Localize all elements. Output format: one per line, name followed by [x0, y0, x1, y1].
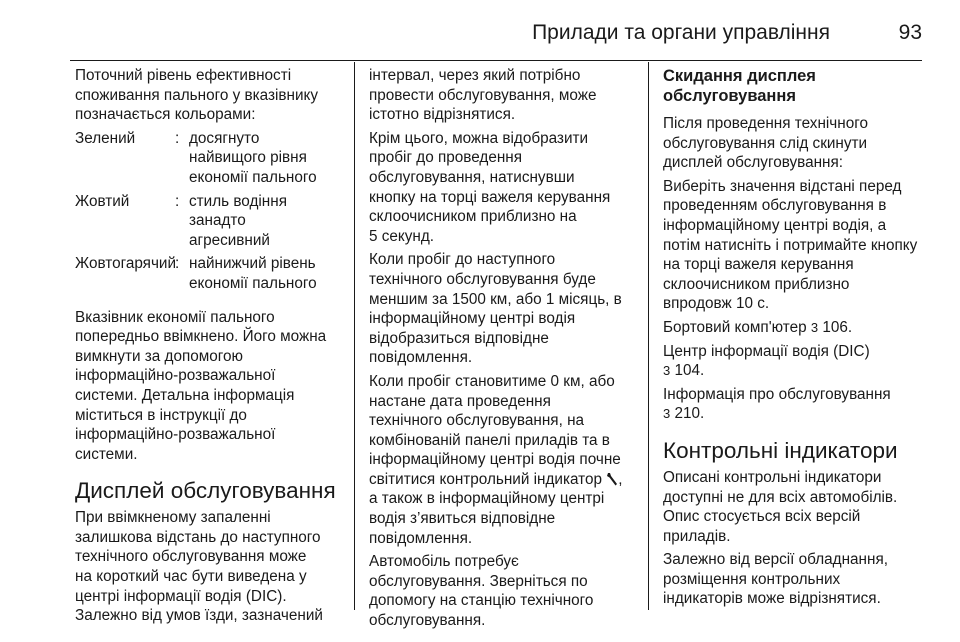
- eco-indicator-paragraph: Вказівник економії пального попередньо ввімкнено. Його можна вимкнути за допомогою інформаційно-розважальної системи. Детальна інформація міститься в інструкції до інформаційно-розважальної системи.: [75, 308, 327, 463]
- page-reference-link[interactable]: 106.: [822, 318, 853, 336]
- display-mileage-paragraph: Крім цього, можна відобразити пробіг до проведення обслуговування, натиснувши кнопку на торці важеля керування склоочисником приблизно на 5 секунд.: [369, 129, 611, 245]
- reference-arrow-icon: 3: [663, 363, 671, 379]
- interval-paragraph: інтервал, через який потрібно провести обслуговування, може істотно відрізнятися.: [369, 67, 597, 124]
- column-divider-2: [648, 62, 649, 610]
- header-title: Прилади та органи управління: [532, 21, 830, 44]
- section-heading-indicators: Контрольні індикатори: [663, 437, 898, 463]
- reference-onboard-computer: Бортовий комп'ютер 3 106.: [663, 318, 853, 336]
- reference-arrow-icon: 3: [663, 406, 671, 422]
- page-reference-link[interactable]: 104.: [674, 362, 705, 380]
- indicators-placement-paragraph: Залежно від версії обладнання, розміщення контрольних індикаторів може відрізнятися.: [663, 551, 888, 608]
- subheading-reset-display: Скидання дисплея обслуговування: [663, 67, 816, 105]
- page-reference-link[interactable]: 210.: [674, 405, 705, 423]
- reference-dic: Центр інформації водія (DIC) 3 104.: [663, 342, 870, 380]
- color-row-orange: Жовтогарячий : найнижчий рівень економії пального: [75, 255, 317, 292]
- color-row-yellow: Жовтий : стиль водіння занадто агресивний: [75, 192, 287, 249]
- page-number: 93: [898, 21, 922, 44]
- column-3: [663, 66, 925, 613]
- zero-mileage-paragraph: Коли пробіг становитиме 0 км, або настане дата проведення технічного обслуговування, на комбінованій панелі приладів та в інформаційному центрі водія почне світитися контрольний індикатор , а також в інформаційному центрі водія з’явиться відповідне повідомлення.: [369, 372, 623, 547]
- color-row-green: Зелений : досягнуто найвищого рівня економії пального: [75, 129, 317, 186]
- reset-intro-paragraph: Після проведення технічного обслуговування слід скинути дисплей обслуговування:: [663, 115, 868, 172]
- reference-arrow-icon: 3: [810, 319, 819, 335]
- column-1: [75, 66, 350, 630]
- section-heading-service-display: Дисплей обслуговування: [75, 478, 336, 504]
- reset-steps-paragraph: Виберіть значення відстані перед проведенням обслуговування в інформаційному центрі водія, а потім натисніть і потримайте кнопку на торці важеля керування склоочисником приблизно впродовж 10 с.: [663, 177, 918, 313]
- indicators-intro-paragraph: Описані контрольні індикатори доступні не для всіх автомобілів. Опис стосується всіх версій приладів.: [663, 468, 898, 545]
- service-required-paragraph: Автомобіль потребує обслуговування. Зверніться по допомогу на станцію технічного обслуговування.: [369, 553, 594, 630]
- mileage-warning-paragraph: Коли пробіг до наступного технічного обслуговування буде меншим за 1500 км, або 1 місяць, в інформаційному центрі водія відобразиться відповідне повідомлення.: [369, 251, 622, 367]
- wrench-icon: [606, 472, 618, 486]
- column-2: [369, 66, 641, 635]
- column-divider-1: [354, 62, 355, 610]
- color-table: [75, 129, 350, 294]
- intro-paragraph: Поточний рівень ефективності споживання пального у вказівнику позначається кольорами:: [75, 67, 319, 124]
- reference-service-info: Інформація про обслуговування 3 210.: [663, 385, 891, 423]
- service-display-paragraph: При ввімкненому запаленні залишкова відстань до наступного технічного обслуговування може на короткий час бути виведена у центрі інформації водія (DIC). Залежно від умов їзди, зазначений: [75, 509, 323, 625]
- page-header: [70, 0, 922, 61]
